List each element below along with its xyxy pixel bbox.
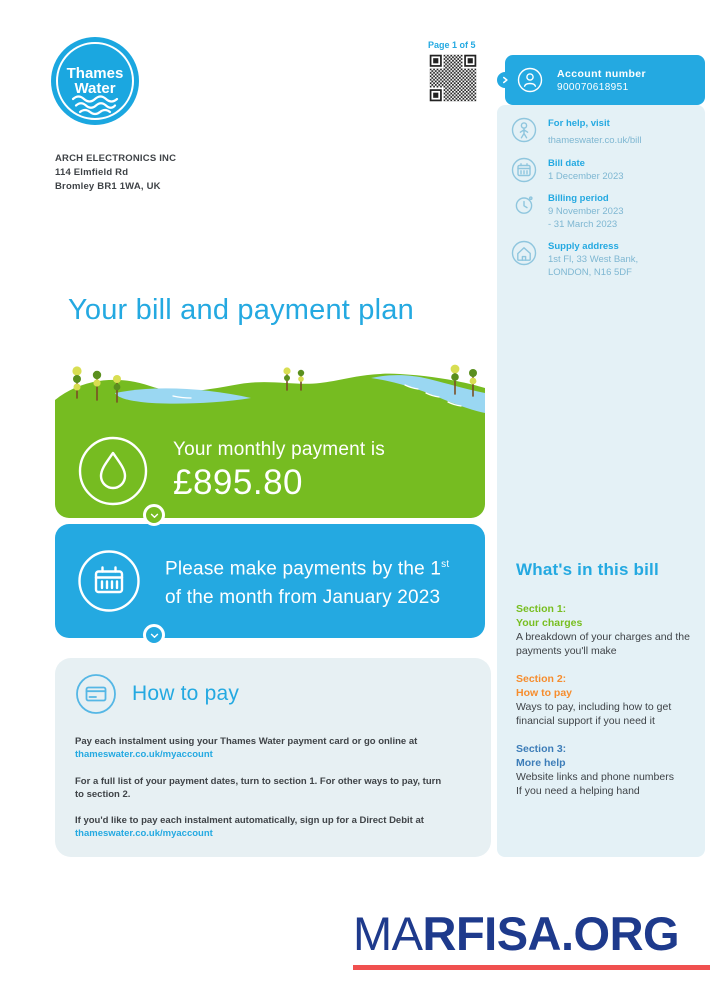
section-desc: Website links and phone numbers <box>516 771 674 783</box>
chevron-down-icon <box>143 624 165 646</box>
bill-summary-sidebar <box>497 55 705 857</box>
account-person-icon <box>517 67 543 93</box>
info-value: 9 November 2023 <box>548 206 624 217</box>
info-item-bill-date <box>511 157 693 183</box>
how-to-pay-paragraph-2: For a full list of your payment dates, turn to section 1. For other ways to pay, turn to section 2. <box>75 776 442 800</box>
how-to-pay-title: How to pay <box>132 682 240 705</box>
payment-due-card <box>55 524 485 638</box>
bill-section-summary-3 <box>516 742 695 798</box>
info-value: LONDON, N16 5DF <box>548 267 632 278</box>
info-item-billing-period <box>511 192 693 231</box>
logo-light-part: MA <box>353 907 423 960</box>
thames-water-logo <box>50 36 140 126</box>
payment-due-text <box>165 550 449 612</box>
monthly-payment-card <box>55 424 485 518</box>
info-label: Supply address <box>548 241 619 252</box>
recipient-line: ARCH ELECTRONICS INC <box>55 153 177 164</box>
logo-bold-part: RFISA.ORG <box>422 907 680 960</box>
section-desc: If you need a helping hand <box>516 785 640 797</box>
bill-section-summary-2 <box>516 672 695 728</box>
p3-text: If you'd like to pay each instalment automatically, sign up for a Direct Debit at <box>75 815 424 826</box>
account-number-value: 900070618951 <box>557 81 629 93</box>
info-item-help <box>511 117 693 148</box>
monthly-payment-amount: £895.80 <box>173 463 304 502</box>
account-number-label: Account number <box>557 67 647 80</box>
calendar-large-icon <box>77 549 141 613</box>
section-number: Section 2: <box>516 673 567 685</box>
chevron-right-icon <box>497 72 513 88</box>
p1-text: Pay each instalment using your Thames Water payment card or go online at <box>75 736 418 747</box>
logo-text-line2: Water <box>74 80 116 97</box>
water-drop-icon <box>77 435 149 507</box>
whats-in-this-bill <box>516 560 695 812</box>
page-indicator: Page 1 of 5 <box>428 40 476 50</box>
qr-code <box>428 53 478 103</box>
chevron-down-icon <box>143 504 165 526</box>
house-icon <box>511 240 537 266</box>
clock-icon <box>511 192 537 218</box>
how-to-pay-card <box>55 658 491 857</box>
account-number-box <box>505 55 705 105</box>
logo-underline <box>353 965 710 970</box>
due-line2: of the month from January 2023 <box>165 587 441 609</box>
info-item-supply-address <box>511 240 693 279</box>
logo-text-line1: Thames <box>66 65 124 82</box>
monthly-payment-label: Your monthly payment is <box>173 439 385 460</box>
bill-info-panel <box>497 105 705 857</box>
whats-in-title: What's in this bill <box>516 560 659 579</box>
info-label: For help, visit <box>548 118 610 129</box>
landscape-illustration <box>55 360 485 424</box>
section-desc: Ways to pay, including how to get financial support if you need it <box>516 701 672 727</box>
person-help-icon <box>511 117 537 143</box>
bill-section-summary-1 <box>516 602 695 658</box>
recipient-line: 114 Elmfield Rd <box>55 167 129 178</box>
section-name: More help <box>516 757 566 769</box>
calendar-icon <box>511 157 537 183</box>
how-to-pay-paragraph-1 <box>75 735 447 761</box>
section-desc: A breakdown of your charges and the payments you'll make <box>516 631 690 657</box>
help-link[interactable]: thameswater.co.uk/bill <box>548 135 642 146</box>
section-name: How to pay <box>516 687 573 699</box>
credit-card-icon <box>75 673 117 715</box>
due-line1: Please make payments by the 1 <box>165 558 442 580</box>
info-label: Billing period <box>548 193 609 204</box>
how-to-pay-paragraph-3 <box>75 814 447 840</box>
marfisa-logo <box>353 908 710 970</box>
info-value: 1 December 2023 <box>548 171 624 182</box>
section-name: Your charges <box>516 617 583 629</box>
info-label: Bill date <box>548 158 585 169</box>
page-title: Your bill and payment plan <box>68 294 414 326</box>
due-line1-sup: st <box>441 558 450 570</box>
recipient-address <box>55 152 176 194</box>
myaccount-link[interactable]: thameswater.co.uk/myaccount <box>75 828 213 839</box>
recipient-line: Bromley BR1 1WA, UK <box>55 181 161 192</box>
myaccount-link[interactable]: thameswater.co.uk/myaccount <box>75 749 213 760</box>
info-value: - 31 March 2023 <box>548 219 618 230</box>
section-number: Section 1: <box>516 603 567 615</box>
info-value: 1st Fl, 33 West Bank, <box>548 254 639 265</box>
section-number: Section 3: <box>516 743 567 755</box>
payment-hero <box>55 360 485 638</box>
